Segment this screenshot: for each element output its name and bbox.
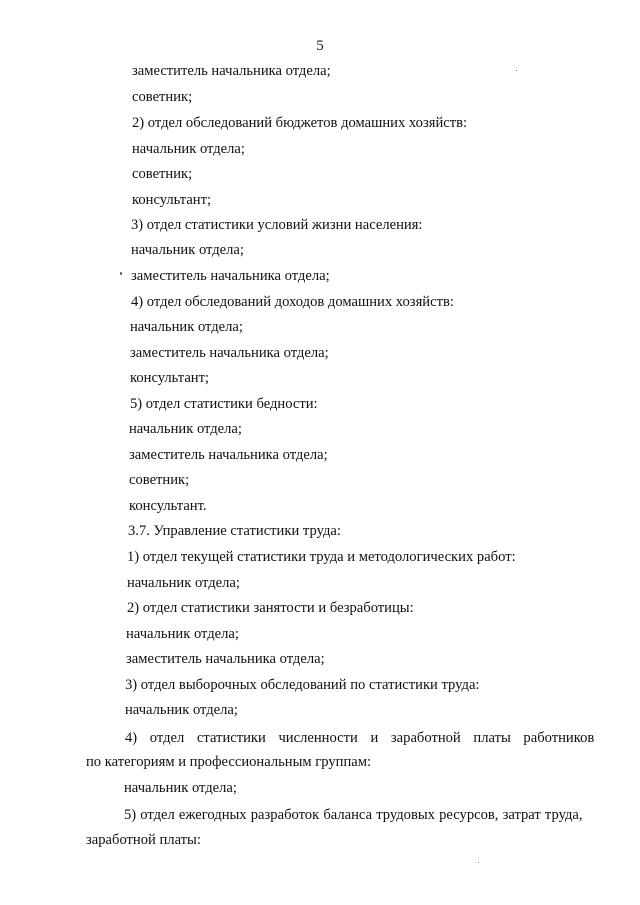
text-line: заместитель начальника отдела; (132, 63, 331, 79)
text-line: начальник отдела; (126, 626, 239, 642)
text-line: начальник отдела; (131, 242, 244, 258)
text-line: консультант. (129, 498, 207, 514)
text-line: начальник отдела; (129, 421, 242, 437)
text-line-justified: 4) отдел статистики численности и заработной платы работников (125, 730, 595, 746)
text-line: заместитель начальника отдела; (129, 447, 328, 463)
text-line: начальник отдела; (130, 319, 243, 335)
text-line: 4) отдел обследований доходов домашних хозяйств: (131, 294, 454, 310)
text-line: 5) отдел статистики бедности: (130, 396, 318, 412)
text-line: 2) отдел статистики занятости и безработицы: (127, 600, 414, 616)
text-line: консультант; (130, 370, 210, 386)
text-line: заработной платы: (86, 832, 201, 848)
text-line: 3) отдел статистики условий жизни населения: (131, 217, 423, 233)
text-line: консультант; (132, 192, 212, 208)
text-line: начальник отдела; (125, 702, 238, 718)
text-line: 1) отдел текущей статистики труда и методологических работ: (127, 549, 516, 565)
text-line: начальник отдела; (124, 780, 237, 796)
text-line: заместитель начальника отдела; (126, 651, 325, 667)
text-line: начальник отдела; (132, 141, 245, 157)
text-line: по категориям и профессиональным группам: (86, 754, 372, 770)
page-number: 5 (316, 38, 324, 54)
text-line: 3.7. Управление статистики труда: (128, 523, 341, 539)
text-line: заместитель начальника отдела; (130, 345, 329, 361)
scan-speck (120, 272, 122, 275)
scan-speck (478, 862, 479, 863)
text-line: 2) отдел обследований бюджетов домашних хозяйств: (132, 115, 468, 131)
text-line: советник; (132, 166, 193, 182)
text-line: 5) отдел ежегодных разработок баланса трудовых ресурсов, затрат труда, (124, 807, 583, 823)
text-line: советник; (129, 472, 190, 488)
scan-speck (516, 70, 517, 71)
text-line: советник; (132, 89, 193, 105)
text-line: начальник отдела; (127, 575, 240, 591)
text-line: заместитель начальника отдела; (131, 268, 330, 284)
text-line: 3) отдел выборочных обследований по статистики труда: (125, 677, 480, 693)
